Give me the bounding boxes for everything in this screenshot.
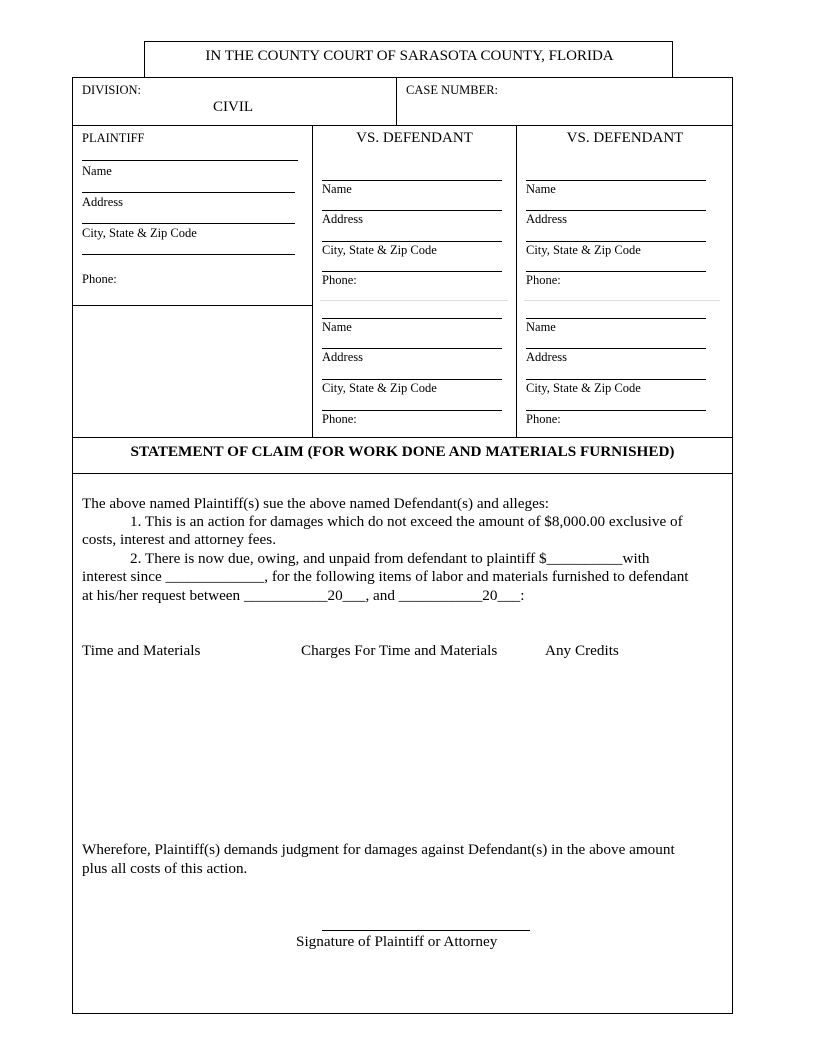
defendant-1-heading: VS. DEFENDANT [356, 130, 473, 146]
def2b-address-line[interactable] [526, 348, 706, 349]
statement-bottom-divider [72, 473, 733, 474]
division-divider [396, 77, 397, 125]
def2b-name-line[interactable] [526, 318, 706, 319]
def1b-city-label: City, State & Zip Code [322, 381, 437, 395]
party-divider-1 [312, 125, 313, 438]
plaintiff-name-line[interactable] [82, 160, 298, 161]
def1-separator [320, 300, 508, 301]
def1b-address-line[interactable] [322, 348, 502, 349]
division-value[interactable]: CIVIL [213, 99, 253, 115]
plaintiff-name-label: Name [82, 164, 112, 178]
wherefore-line2: plus all costs of this action. [82, 860, 248, 877]
body-p2-line1: 2. There is now due, owing, and unpaid from defendant to plaintiff $__________with [130, 550, 650, 567]
def2a-phone-line[interactable] [526, 271, 706, 272]
body-p1-line2: costs, interest and attorney fees. [82, 531, 276, 548]
def1b-name-line[interactable] [322, 318, 502, 319]
def1a-name-label: Name [322, 182, 352, 196]
body-p2-line3: at his/her request between ___________20___, and ___________20___: [82, 587, 525, 604]
def1b-name-label: Name [322, 320, 352, 334]
plaintiff-city-label: City, State & Zip Code [82, 226, 197, 240]
def1b-phone-label: Phone: [322, 412, 357, 426]
def2a-address-label: Address [526, 212, 567, 226]
statement-top-divider [72, 437, 733, 438]
plaintiff-bottom-divider [72, 305, 313, 306]
court-title-box [144, 41, 673, 78]
signature-line[interactable] [322, 930, 530, 931]
col-charges: Charges For Time and Materials [301, 642, 498, 659]
plaintiff-phone-label: Phone: [82, 272, 117, 286]
statement-title: STATEMENT OF CLAIM (FOR WORK DONE AND MATERIALS FURNISHED) [130, 443, 675, 460]
def2b-name-label: Name [526, 320, 556, 334]
court-title: IN THE COUNTY COURT OF SARASOTA COUNTY, FLORIDA [205, 48, 614, 64]
col-credits: Any Credits [545, 642, 619, 659]
def2a-name-label: Name [526, 182, 556, 196]
body-p1-line1: 1. This is an action for damages which do not exceed the amount of $8,000.00 exclusive of [130, 513, 683, 530]
def1b-phone-line[interactable] [322, 410, 502, 411]
def2a-city-line[interactable] [526, 241, 706, 242]
def1a-address-line[interactable] [322, 210, 502, 211]
signature-label: Signature of Plaintiff or Attorney [296, 933, 498, 950]
def1a-phone-line[interactable] [322, 271, 502, 272]
plaintiff-address-label: Address [82, 195, 123, 209]
def1a-phone-label: Phone: [322, 273, 357, 287]
wherefore-line1: Wherefore, Plaintiff(s) demands judgment for damages against Defendant(s) in the above amount [82, 841, 675, 858]
def1a-city-line[interactable] [322, 241, 502, 242]
def2b-city-label: City, State & Zip Code [526, 381, 641, 395]
def1b-address-label: Address [322, 350, 363, 364]
def2a-name-line[interactable] [526, 180, 706, 181]
def2b-city-line[interactable] [526, 379, 706, 380]
def2b-phone-line[interactable] [526, 410, 706, 411]
def2a-phone-label: Phone: [526, 273, 561, 287]
plaintiff-city-line[interactable] [82, 223, 295, 224]
plaintiff-heading: PLAINTIFF [82, 131, 145, 145]
defendant-2-heading: VS. DEFENDANT [566, 130, 684, 146]
def2a-address-line[interactable] [526, 210, 706, 211]
def2b-address-label: Address [526, 350, 567, 364]
def2-separator [524, 300, 720, 301]
party-divider-2 [516, 125, 517, 438]
plaintiff-address-line[interactable] [82, 192, 295, 193]
body-intro: The above named Plaintiff(s) sue the above named Defendant(s) and alleges: [82, 495, 549, 512]
case-number-label: CASE NUMBER: [406, 83, 499, 97]
division-label: DIVISION: [82, 83, 142, 97]
plaintiff-phone-line[interactable] [82, 254, 295, 255]
header-row-divider [72, 125, 733, 126]
body-p2-line2: interest since _____________, for the following items of labor and materials furnished to defendant [82, 568, 689, 585]
def1a-city-label: City, State & Zip Code [322, 243, 437, 257]
def1a-name-line[interactable] [322, 180, 502, 181]
def2a-city-label: City, State & Zip Code [526, 243, 641, 257]
def1b-city-line[interactable] [322, 379, 502, 380]
col-time-materials: Time and Materials [82, 642, 201, 659]
def2b-phone-label: Phone: [526, 412, 561, 426]
def1a-address-label: Address [322, 212, 363, 226]
